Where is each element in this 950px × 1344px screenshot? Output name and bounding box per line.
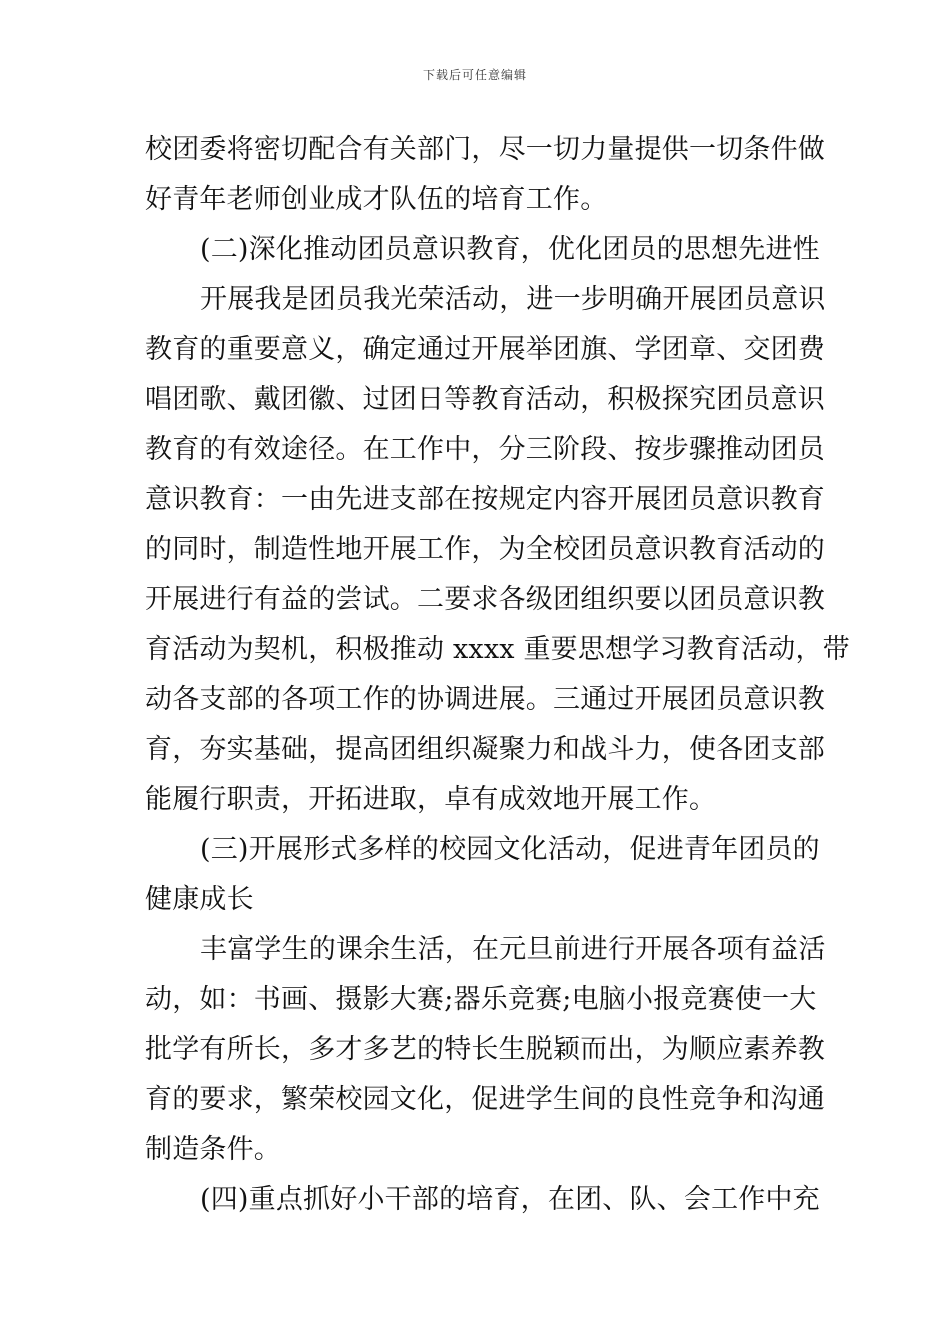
text-line: 育活动为契机，积极推动 xxxx 重要思想学习教育活动，带 — [145, 634, 850, 665]
text-line: 动各支部的各项工作的协调进展。三通过开展团员意识教 — [145, 684, 825, 715]
text-line: 开展进行有益的尝试。二要求各级团组织要以团员意识教 — [145, 584, 825, 615]
section-heading: (四)重点抓好小干部的培育，在团、队、会工作中充 — [200, 1184, 820, 1215]
text-line: 意识教育：一由先进支部在按规定内容开展团员意识教育 — [145, 484, 825, 515]
text-line: 制造条件。 — [145, 1134, 281, 1165]
text-line: 育，夯实基础，提高团组织凝聚力和战斗力，使各团支部 — [145, 734, 825, 765]
text-line: 育的要求，繁荣校园文化，促进学生间的良性竞争和沟通 — [145, 1084, 825, 1115]
section-heading-continued: 健康成长 — [145, 884, 254, 915]
text-line: 开展我是团员我光荣活动，进一步明确开展团员意识 — [200, 284, 826, 315]
text-line: 的同时，制造性地开展工作，为全校团员意识教育活动的 — [145, 534, 825, 565]
text-line: 校团委将密切配合有关部门，尽一切力量提供一切条件做 — [145, 134, 825, 165]
text-line: 动，如：书画、摄影大赛;器乐竞赛;电脑小报竞赛使一大 — [145, 984, 817, 1015]
page-header: 下载后可任意编辑 — [422, 68, 527, 82]
text-line: 教育的有效途径。在工作中，分三阶段、按步骤推动团员 — [145, 434, 825, 465]
text-line: 好青年老师创业成才队伍的培育工作。 — [145, 184, 608, 215]
text-line: 丰富学生的课余生活，在元旦前进行开展各项有益活 — [200, 934, 826, 965]
text-line: 唱团歌、戴团徽、过团日等教育活动，积极探究团员意识 — [145, 384, 825, 415]
section-heading: (三)开展形式多样的校园文化活动，促进青年团员的 — [200, 834, 820, 865]
document-body — [145, 125, 850, 1225]
text-line: 教育的重要意义，确定通过开展举团旗、学团章、交团费 — [145, 334, 825, 365]
text-line: 能履行职责，开拓进取，卓有成效地开展工作。 — [145, 784, 717, 815]
text-line: 批学有所长，多才多艺的特长生脱颖而出，为顺应素养教 — [145, 1034, 825, 1065]
section-heading: (二)深化推动团员意识教育，优化团员的思想先进性 — [200, 234, 820, 265]
